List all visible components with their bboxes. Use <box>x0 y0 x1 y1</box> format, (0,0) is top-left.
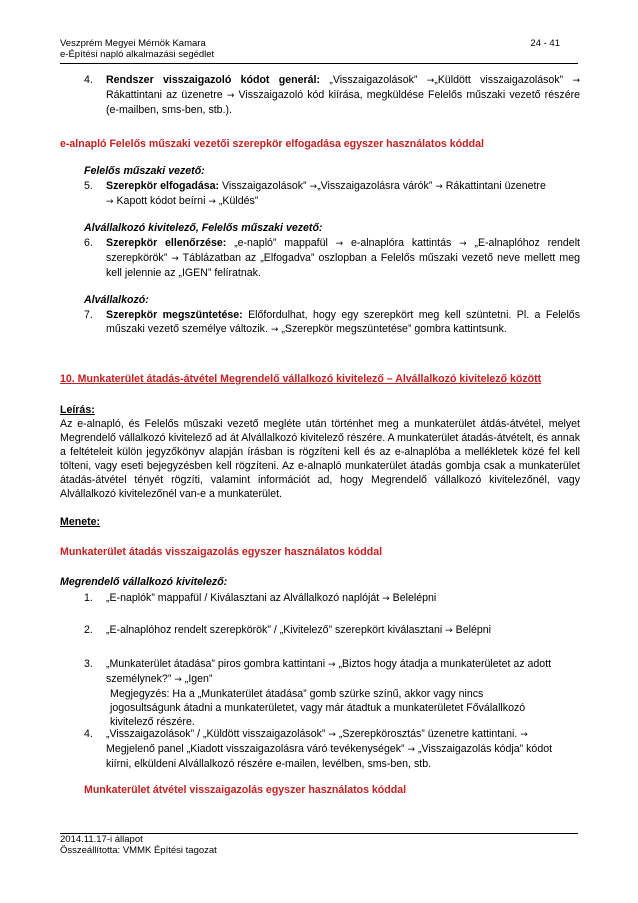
section-heading-atadas: Munkaterület átadás visszaigazolás egyszer használatos kóddal <box>60 546 383 558</box>
page-header <box>60 38 578 60</box>
section-heading-fmv-accept: e-alnapló Felelős műszaki vezetői szerepkör elfogadása egyszer használatos kóddal <box>60 138 484 150</box>
step-3: 3. „Munkaterület átadása” piros gombra kattintani → „Biztos hogy átadja a munkaterületet az adott személynek?” → „Igen” Megjegyzés: Ha a „Munkaterület átadása” gomb szürke színű, akkor vagy nincs jogosultságunk átadni a munkaterületet, vagy már átadtuk a munkaterületet Főválallkozó kivitelező részére. <box>84 657 554 729</box>
list-item-4: 4. Rendszer visszaigazoló kódot generál: „Visszaigazolások” →„Küldött visszaigazolások” → Rákattintani az üzenetre → Visszaigazoló kód kiírása, megküldése Felelős műszaki vezető részére (e-mailben, sms-ben, stb.). <box>84 74 581 116</box>
page-footer <box>60 834 217 856</box>
step-4: 4. „Visszaigazolások” / „Küldött visszaigazolások” → „Szerepkörosztás” üzenetre kattintani. → Megjelenő panel „Kiadott visszaigazolásra váró tevékenységek” → „Visszaigazolás kódja” kódot kiírni, elküldeni Alvállalkozó részére e-mailen, levélben, sms-ben, stb. <box>84 728 553 770</box>
arrow-right-icon: → <box>328 660 336 670</box>
header-org: Veszprém Megyei Mérnök Kamara <box>60 38 206 49</box>
arrow-right-icon: → <box>270 325 279 335</box>
role-label-megrendelo: Megrendelő vállalkozó kivitelező: <box>60 576 228 588</box>
role-label-alv: Alvállalkozó: <box>84 294 149 306</box>
arrow-right-icon: → <box>520 730 528 740</box>
list-item-7: 7. Szerepkör megszüntetése: Előfordulhat, hogy egy szerepkört meg kell szüntetni. Pl. a Felelős műszaki vezető személye változik. → „Szerepkör megszüntetése” gombra kattintsunk. <box>84 309 580 335</box>
header-divider <box>60 63 578 64</box>
step-2: 2. „E-alnaplóhoz rendelt szerepkörök” / „Kivitelező” szerepkört kiválasztani → Belépni <box>84 624 491 636</box>
arrow-right-icon: → <box>572 76 581 86</box>
arrow-right-icon: → <box>226 91 235 101</box>
list-item-6: 6. Szerepkör ellenőrzése: „e-napló” mappafül → e-alnaplóra kattintás → „E-alnaplóhoz rendelt szerepkörök” → Táblázatban az „Elfogadva” oszlopban a Felelős műszaki vezető neve mellett meg kell jelennie az „IGEN” felíratnak. <box>84 237 580 279</box>
arrow-right-icon: → <box>459 239 467 249</box>
arrow-right-icon: → <box>335 239 344 249</box>
leiras-label: Leírás: <box>60 404 95 416</box>
footer-author: Összeállította: VMMK Építési tagozat <box>60 845 217 856</box>
arrow-right-icon: → <box>174 675 182 685</box>
step-1: 1. „E-naplók” mappafül / Kiválasztani az Alvállalkozó naplóját → Belelépni <box>84 592 437 604</box>
role-label-alv-fmv: Alvállalkozó kivitelező, Felelős műszaki vezető: <box>84 222 323 234</box>
arrow-right-icon: → <box>382 594 390 604</box>
list-item-5: 5. Szerepkör elfogadása: Visszaigazolások” →„Visszaigazolásra várók” → Rákattintani üzenetre → Kapott kódot beírni → „Küldés” <box>84 180 546 207</box>
header-page-number: 24 - 41 <box>530 38 560 49</box>
leiras-paragraph: Az e-alnapló, és Felelős műszaki vezető megléte után történhet meg a munkaterület átdás-átvétel, melyet Megrendelő vállalkozó kivitelező ad át Alvállalkozó kivitelező részére. A munkaterület átadás-átvételt, és annak a feltételeit külön jegyzőkönyv alapján írásban is rögzíteni kell és az e-alnaplóba a mellékletek közé fel kell tölteni, vagy eseti bejegyzésben kell rögzíteni. Az e-alnapló munkaterület átadás gombja csak a munkaterület átadás-átvétel tényét rögzíti, valamint információt ad, hogy Megrendelő vállalkozó kivitelezőnél, vagy Alvállalkozó kivitelezőnél van-e a munkaterület. <box>60 418 580 500</box>
arrow-right-icon: → <box>445 626 453 636</box>
arrow-right-icon: → <box>171 254 179 264</box>
menete-label: Menete: <box>60 516 101 528</box>
arrow-right-icon: → <box>309 182 318 192</box>
arrow-right-icon: → <box>106 197 114 207</box>
role-label-fmv: Felelős műszaki vezető: <box>84 165 205 177</box>
header-subtitle: e-Építési napló alkalmazási segédlet <box>60 49 215 60</box>
arrow-right-icon: → <box>426 76 435 86</box>
arrow-right-icon: → <box>208 197 216 207</box>
arrow-right-icon: → <box>407 745 416 755</box>
step-3-note: Megjegyzés: Ha a „Munkaterület átadása” gomb szürke színű, akkor vagy nincs jogosultságunk átadni a munkaterületet, vagy már átadtuk a munkaterületet Főválallkozó kivitelező részére. <box>110 688 526 728</box>
section-heading-10: 10. Munkaterület átadás-átvétel Megrendelő vállalkozó kivitelező – Alvállalkozó kivitelező között <box>60 373 542 385</box>
footer-date: 2014.11.17-i állapot <box>60 834 143 845</box>
arrow-right-icon: → <box>435 182 443 192</box>
section-heading-atvetel: Munkaterület átvétel visszaigazolás egyszer használatos kóddal <box>84 784 407 796</box>
arrow-right-icon: → <box>328 730 336 740</box>
